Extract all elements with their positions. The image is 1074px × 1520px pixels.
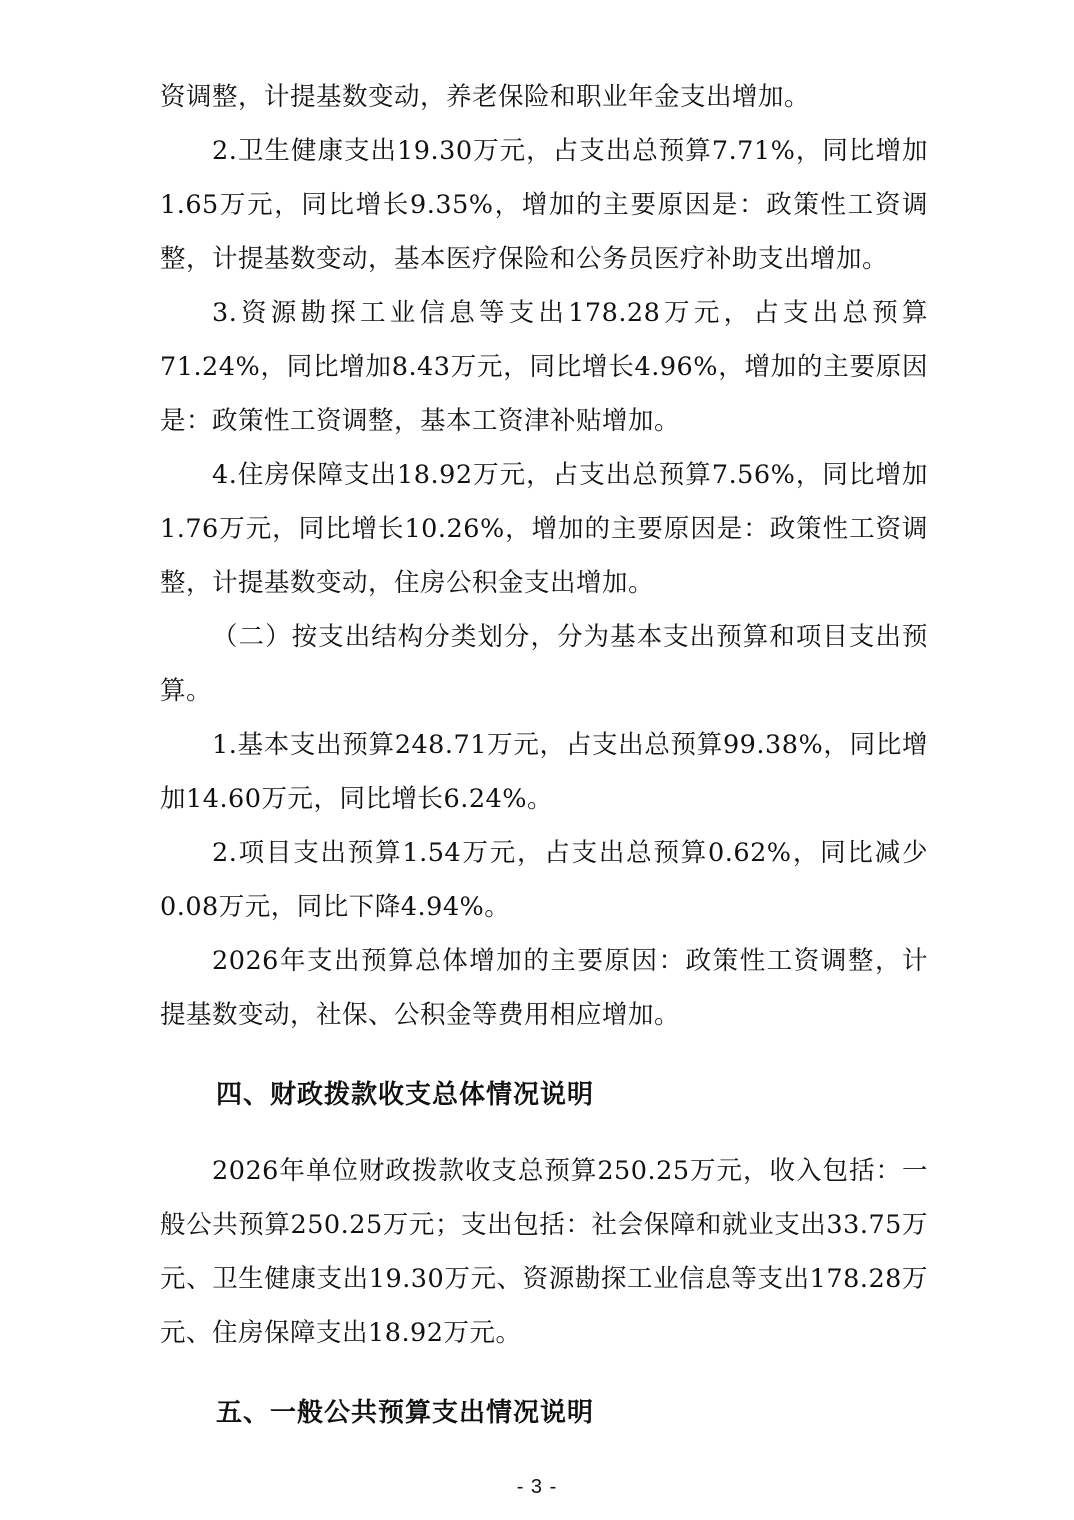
section-heading-4: 四、财政拨款收支总体情况说明 [216, 1080, 595, 1110]
paragraph-structure-classification: （二）按支出结构分类划分，分为基本支出预算和项目支出预算。 [160, 622, 928, 706]
paragraph-housing-expenditure: 4.住房保障支出18.92万元，占支出总预算7.56%，同比增加1.76万元，同比增长10.26%，增加的主要原因是：政策性工资调整，计提基数变动，住房公积金支出增加。 [160, 460, 928, 598]
page-number: - 3 - [516, 1476, 558, 1498]
paragraph-health-expenditure: 2.卫生健康支出19.30万元，占支出总预算7.71%，同比增加1.65万元，同比增长9.35%，增加的主要原因是：政策性工资调整，计提基数变动，基本医疗保险和公务员医疗补助支出增加。 [160, 136, 928, 274]
section-heading-5: 五、一般公共预算支出情况说明 [216, 1398, 595, 1428]
paragraph-continuation: 资调整，计提基数变动，养老保险和职业年金支出增加。 [160, 82, 811, 112]
paragraph-fiscal-overview: 2026年单位财政拨款收支总预算250.25万元，收入包括：一般公共预算250.25万元；支出包括：社会保障和就业支出33.75万元、卫生健康支出19.30万元、资源勘探工业信息等支出178.28万元、住房保障支出18.92万元。 [160, 1156, 928, 1348]
spacer [160, 1360, 928, 1386]
spacer [160, 1122, 928, 1144]
paragraph-resource-expenditure: 3.资源勘探工业信息等支出178.28万元，占支出总预算71.24%，同比增加8.43万元，同比增长4.96%，增加的主要原因是：政策性工资调整，基本工资津补贴增加。 [160, 298, 928, 436]
page-content [160, 70, 928, 1440]
spacer [160, 1042, 928, 1068]
paragraph-overall-increase: 2026年支出预算总体增加的主要原因：政策性工资调整，计提基数变动，社保、公积金等费用相应增加。 [160, 946, 928, 1030]
paragraph-basic-expenditure: 1.基本支出预算248.71万元，占支出总预算99.38%，同比增加14.60万元，同比增长6.24%。 [160, 730, 928, 814]
paragraph-project-expenditure: 2.项目支出预算1.54万元，占支出总预算0.62%，同比减少0.08万元，同比下降4.94%。 [160, 838, 928, 922]
